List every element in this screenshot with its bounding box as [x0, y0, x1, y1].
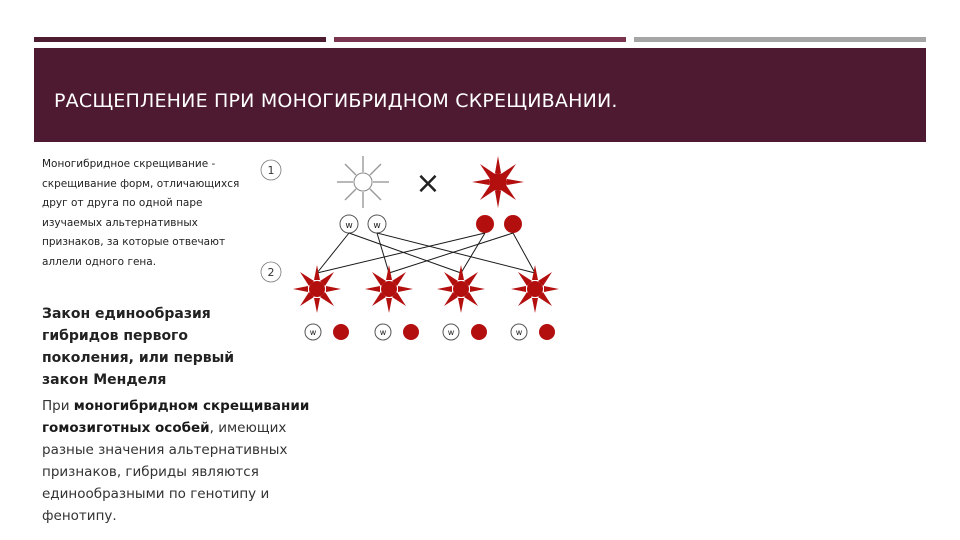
gamete-w-2 — [368, 215, 386, 233]
offspring-allele-r-2 — [403, 324, 419, 340]
definition-text: Моногибридное скрещивание - скрещивание форм, отличающихся друг от друга по одной паре изучаемых альтернативных признаков, за которые отвечают аллели одного гена. — [42, 158, 240, 268]
law-description — [42, 395, 332, 527]
slide-title: РАСЩЕПЛЕНИЕ ПРИ МОНОГИБРИДНОМ СКРЕЩИВАНИИ. — [54, 90, 618, 112]
svg-text:w: w — [379, 328, 387, 337]
step-label-2 — [261, 262, 281, 282]
svg-text:R: R — [408, 328, 414, 337]
law-text-part1: При — [42, 398, 74, 414]
svg-text:w: w — [345, 221, 353, 231]
offspring-flower-2 — [365, 265, 413, 313]
step-label-2-text: 2 — [267, 266, 275, 279]
cross-symbol: × — [415, 166, 441, 201]
gamete-r-2 — [504, 215, 522, 233]
law-text-bold: моногибридном скрещивании гомозиготных особей — [42, 398, 310, 436]
svg-text:R: R — [509, 221, 517, 231]
offspring-flower-1 — [293, 265, 341, 313]
offspring-flower-4 — [511, 265, 559, 313]
svg-text:w: w — [373, 221, 381, 231]
offspring-allele-r-3 — [471, 324, 487, 340]
accent-bar-dark — [34, 37, 326, 42]
offspring-allele-w-2 — [375, 324, 391, 340]
gamete-r-1 — [476, 215, 494, 233]
offspring-allele-r-4 — [539, 324, 555, 340]
cross-diagram — [255, 148, 575, 348]
svg-text:R: R — [544, 328, 550, 337]
svg-text:R: R — [476, 328, 482, 337]
svg-text:R: R — [481, 221, 489, 231]
title-banner — [34, 48, 926, 142]
accent-bar-medium — [334, 37, 626, 42]
parent-red-flower — [472, 156, 524, 208]
cross-lines — [317, 233, 535, 273]
offspring-allele-w-3 — [443, 324, 459, 340]
offspring-flower-3 — [437, 265, 485, 313]
offspring-allele-w-1 — [305, 324, 321, 340]
law-text-part2: , имеющих разные значения альтернативных признаков, гибриды являются единообразными по генотипу и фенотипу. — [42, 420, 288, 524]
accent-bar-gray — [634, 37, 926, 42]
step-label-1 — [261, 160, 281, 180]
parent-white-flower — [337, 156, 389, 208]
offspring-allele-r-1 — [333, 324, 349, 340]
svg-text:w: w — [447, 328, 455, 337]
svg-text:R: R — [338, 328, 344, 337]
law-heading: Закон единообразия гибридов первого поколения, или первый закон Менделя — [42, 306, 235, 388]
svg-text:w: w — [309, 328, 317, 337]
offspring-allele-w-4 — [511, 324, 527, 340]
gamete-w-1 — [340, 215, 358, 233]
step-label-1-text: 1 — [267, 164, 275, 177]
svg-text:w: w — [515, 328, 523, 337]
